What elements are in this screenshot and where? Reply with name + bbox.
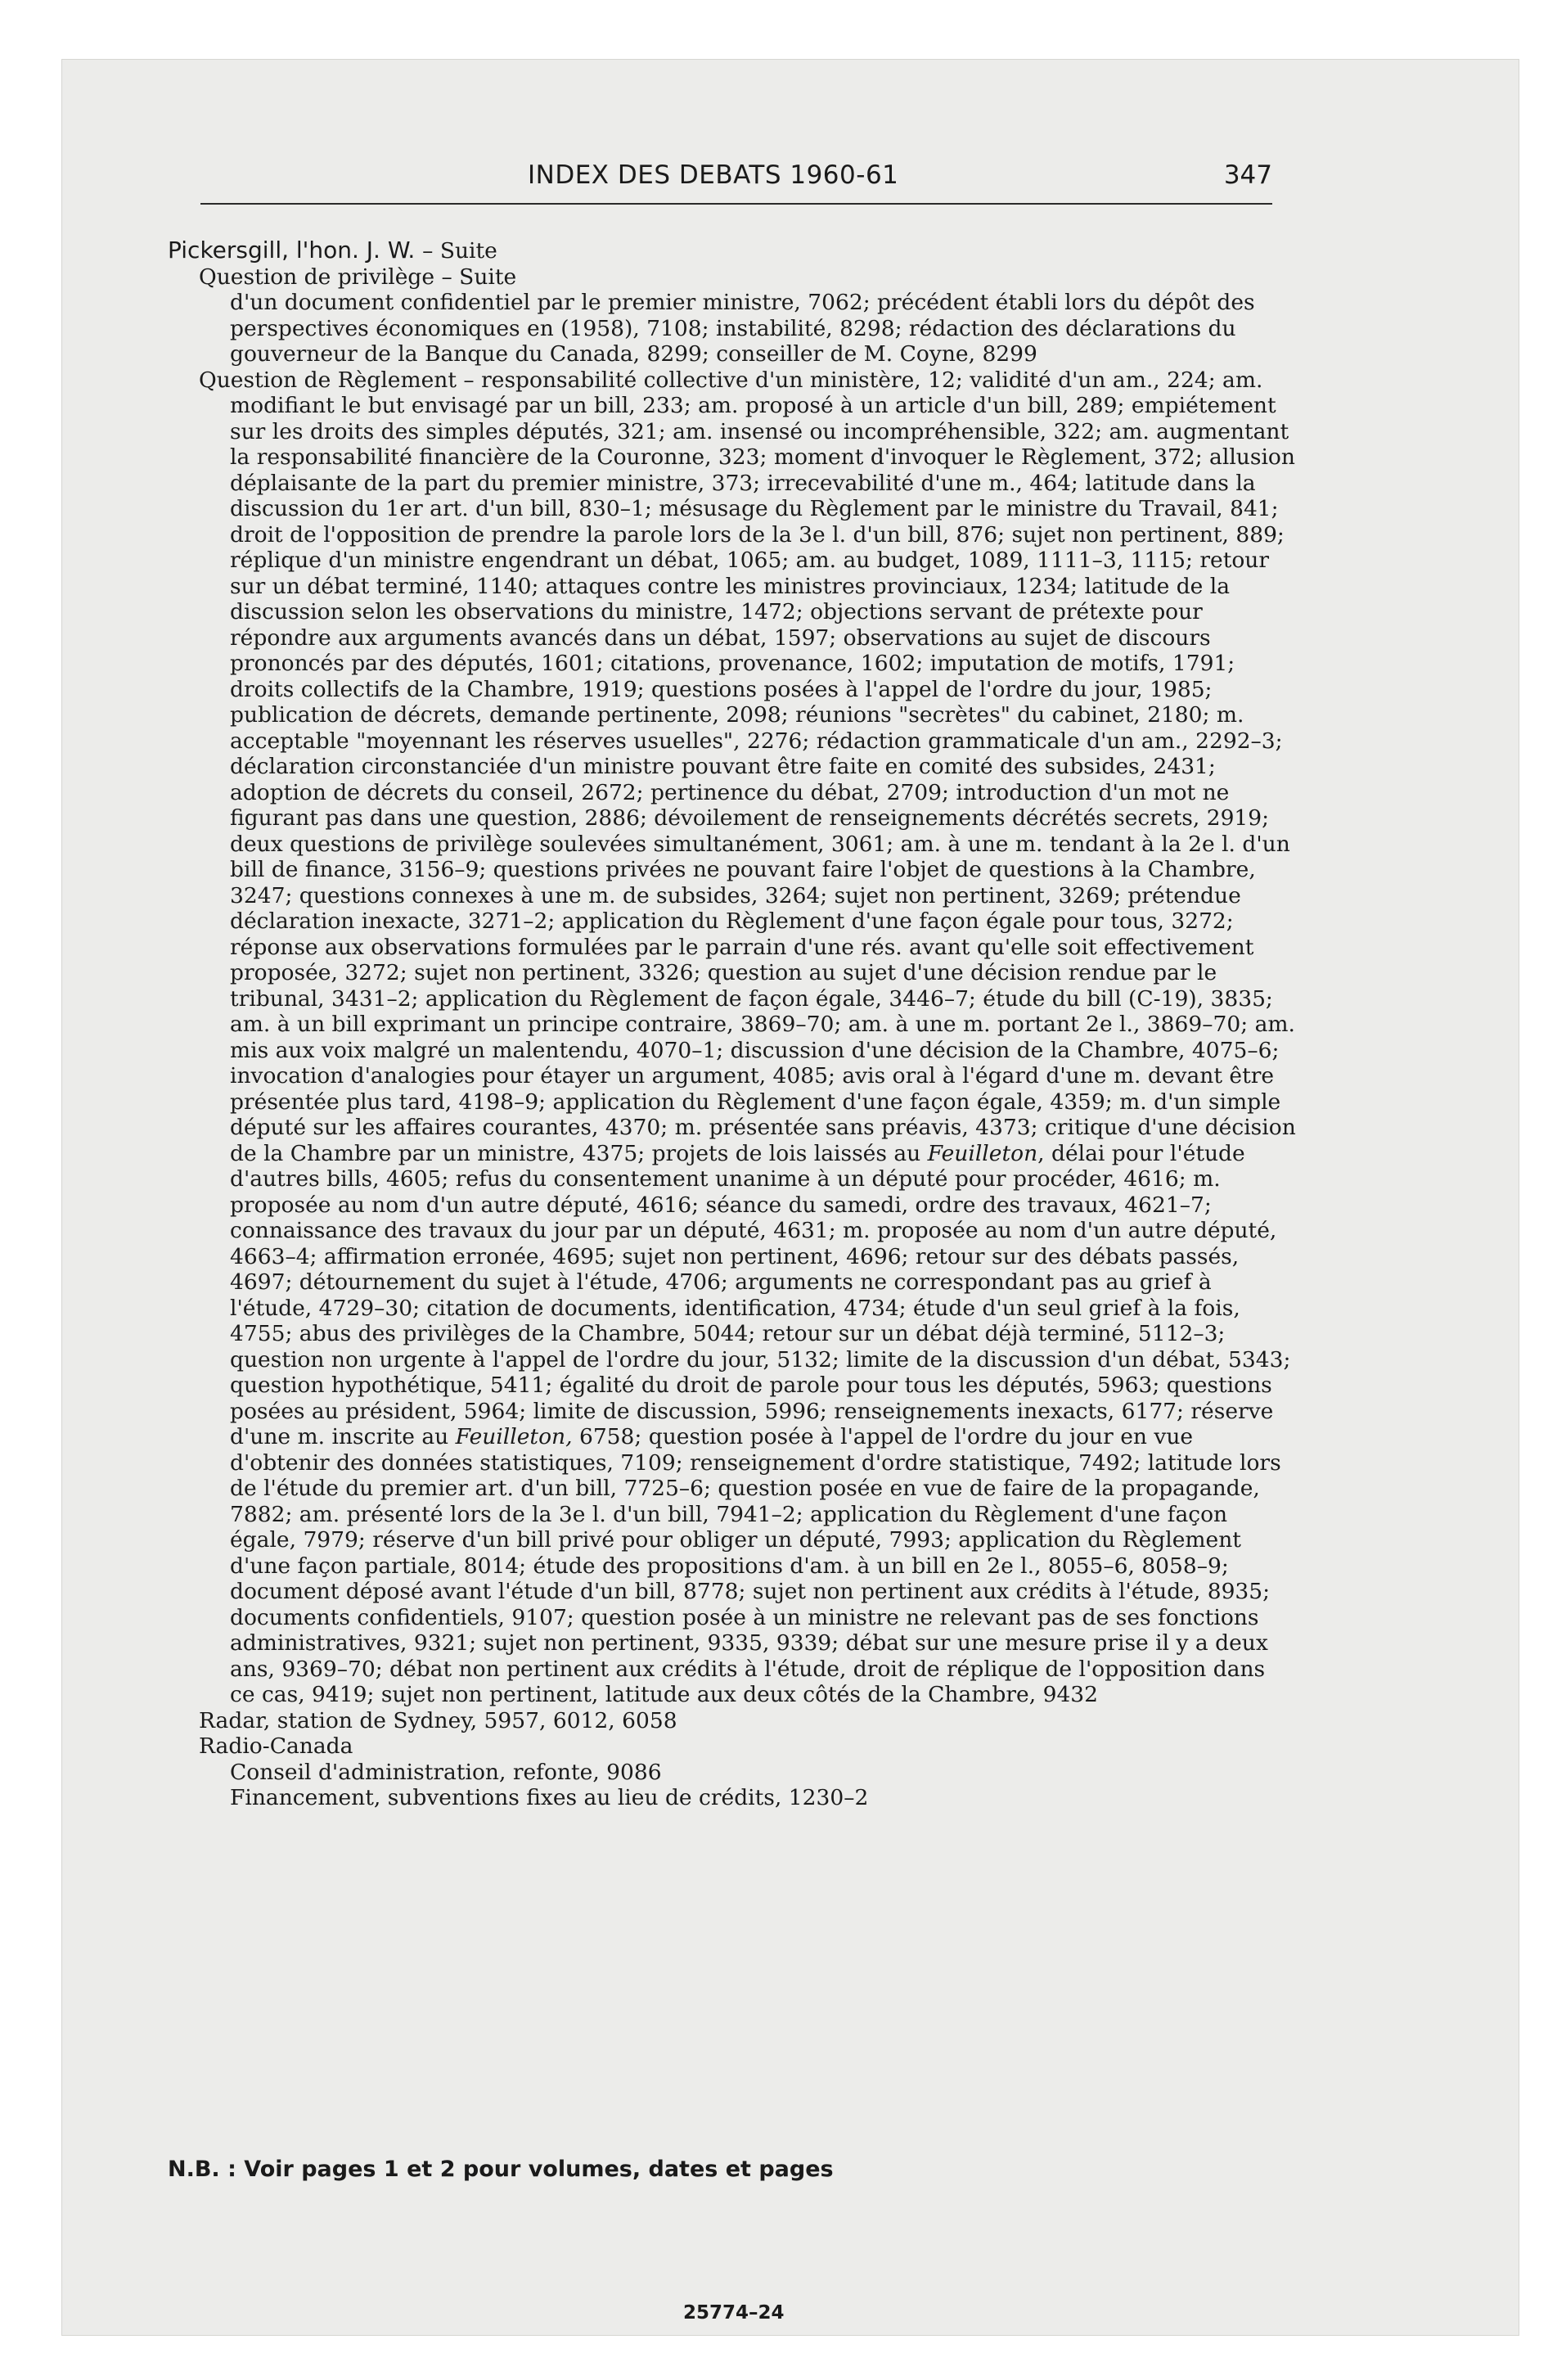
reglement-text-a: Question de Règlement – responsabilité collective d'un ministère, 12; validité d'un am., 224; am. modifiant le but envisagé par un bill, 233; am. proposé à un article d'un bill, 289; empiétement sur les droits des simples députés, 321; am. insensé ou incompréhensible, 322; am. augmentant la responsabilité financière de la Couronne, 323; moment d'invoquer le Règlement, 372; allusion déplaisante de la part du premier ministre, 373; irrecevabilité d'une m., 464; latitude dans la discussion du 1er art. d'un bill, 830–1; mésusage du Règlement par le ministre du Travail, 841; droit de l'opposition de prendre la parole lors de la 3e l. d'un bill, 876; sujet non pertinent, 889; réplique d'un ministre engendrant un débat, 1065; am. au budget, 1089, 1111–3, 1115; retour sur un débat terminé, 1140; attaques contre les ministres provinciaux, 1234; latitude de la discussion selon les observations du ministre, 1472; objections servant de prétexte pour répondre aux arguments avancés dans un débat, 1597; observations au sujet de discours prononcés par des députés, 1601; citations, provenance, 1602; imputation de motifs, 1791; droits collectifs de la Chambre, 1919; questions posées à l'appel de l'ordre du jour, 1985; publication de décrets, demande pertinente, 2098; réunions "secrètes" du cabinet, 2180; m. acceptable "moyennant les réserves usuelles", 2276; rédaction grammaticale d'un am., 2292–3; déclaration circonstanciée d'un ministre pouvant être faite en comité des subsides, 2431; adoption de décrets du conseil, 2672; pertinence du débat, 2709; introduction d'un mot ne figurant pas dans une question, 2886; dévoilement de renseignements décrétés secrets, 2919; deux questions de privilège soulevées simultanément, 3061; am. à une m. tendant à la 2e l. d'un bill de finance, 3156–9; questions privées ne pouvant faire l'objet de questions à la Chambre, 3247; questions connexes à une m. de subsides, 3264; sujet non pertinent, 3269; prétendue déclaration inexacte, 3271–2; application du Règlement d'une façon égale pour tous, 3272; réponse aux observations formulées par le parrain d'une rés. avant qu'elle soit effectivement proposée, 3272; sujet non pertinent, 3326; question au sujet d'une décision rendue par le tribunal, 3431–2; application du Règlement de façon égale, 3446–7; étude du bill (C-19), 3835; am. à un bill exprimant un principe contraire, 3869–70; am. à une m. portant 2e l., 3869–70; am. mis aux voix malgré un malentendu, 4070–1; discussion d'une décision de la Chambre, 4075–6; invocation d'analogies pour étayer un argument, 4085; avis oral à l'égard d'une m. devant être présentée plus tard, 4198–9; application du Règlement d'une façon égale, 4359; m. d'un simple député sur les affaires courantes, 4370; m. présentée sans préavis, 4373; critique d'une décision de la Chambre par un ministre, 4375; projets de lois laissés au — [199, 367, 1296, 1166]
radio-canada-item: Conseil d'administration, refonte, 9086 — [230, 1759, 662, 1785]
footnote: N.B. : Voir pages 1 et 2 pour volumes, dates et pages — [168, 2157, 834, 2182]
index-body — [168, 237, 1297, 1811]
privilege-entries: d'un document confidentiel par le premier ministre, 7062; précédent établi lors du dépôt des perspectives économiques en (1958), 7108; instabilité, 8298; rédaction des déclarations du gouverneur de la Banque du Canada, 8299; conseiller de M. Coyne, 8299 — [230, 290, 1255, 367]
page-number: 347 — [1223, 160, 1272, 190]
reglement-italic-a: Feuilleton — [927, 1140, 1038, 1166]
radio-canada-heading: Radio-Canada — [199, 1733, 353, 1759]
reglement-text-b: , délai pour l'étude d'autres bills, 4605; refus du consentement unanime à un député pour procéder, 4616; m. proposée au nom d'un autre député, 4616; séance du samedi, ordre des travaux, 4621–7; connaissance des travaux du jour par un député, 4631; m. proposée au nom d'un autre député, 4663–4; affirmation erronée, 4695; sujet non pertinent, 4696; retour sur des débats passés, 4697; détournement du sujet à l'étude, 4706; arguments ne correspondant pas au grief à l'étude, 4729–30; citation de documents, identification, 4734; étude d'un seul grief à la fois, 4755; abus des privilèges de la Chambre, 5044; retour sur un débat déjà terminé, 5112–3; question non urgente à l'appel de l'ordre du jour, 5132; limite de la discussion d'un débat, 5343; question hypothétique, 5411; égalité du droit de parole pour tous les députés, 5963; questions posées au président, 5964; limite de discussion, 5996; renseignements inexacts, 6177; réserve d'une m. inscrite au — [230, 1140, 1291, 1449]
printer-code: 25774–24 — [683, 2302, 785, 2324]
subheading-privilege: Question de privilège – Suite — [199, 264, 517, 290]
reglement-entries — [168, 367, 1297, 1708]
reglement-italic-b: Feuilleton, — [455, 1424, 573, 1449]
entry-heading — [168, 237, 1297, 264]
radio-canada-item: Financement, subventions fixes au lieu de crédits, 1230–2 — [230, 1785, 869, 1810]
page-header — [200, 160, 1272, 205]
running-title: INDEX DES DEBATS 1960-61 — [528, 160, 899, 190]
entry-suite: – Suite — [422, 238, 497, 264]
reglement-text-c: 6758; question posée à l'appel de l'ordre du jour en vue d'obtenir des données statistiques, 7109; renseignement d'ordre statistique, 7492; latitude lors de l'étude du premier art. d'un bill, 7725–6; question posée en vue de faire de la propagande, 7882; am. présenté lors de la 3e l. d'un bill, 7941–2; application du Règlement d'une façon égale, 7979; réserve d'un bill privé pour obliger un député, 7993; application du Règlement d'une façon partiale, 8014; étude des propositions d'am. à un bill en 2e l., 8055–6, 8058–9; document déposé avant l'étude d'un bill, 8778; sujet non pertinent aux crédits à l'étude, 8935; documents confidentiels, 9107; question posée à un ministre ne relevant pas de ses fonctions administratives, 9321; sujet non pertinent, 9335, 9339; débat sur une mesure prise il y a deux ans, 9369–70; débat non pertinent aux crédits à l'étude, droit de réplique de l'opposition dans ce cas, 9419; sujet non pertinent, latitude aux deux côtés de la Chambre, 9432 — [230, 1424, 1281, 1707]
radar-entry: Radar, station de Sydney, 5957, 6012, 6058 — [199, 1707, 677, 1733]
entry-name: Pickersgill, l'hon. J. W. — [168, 237, 416, 264]
